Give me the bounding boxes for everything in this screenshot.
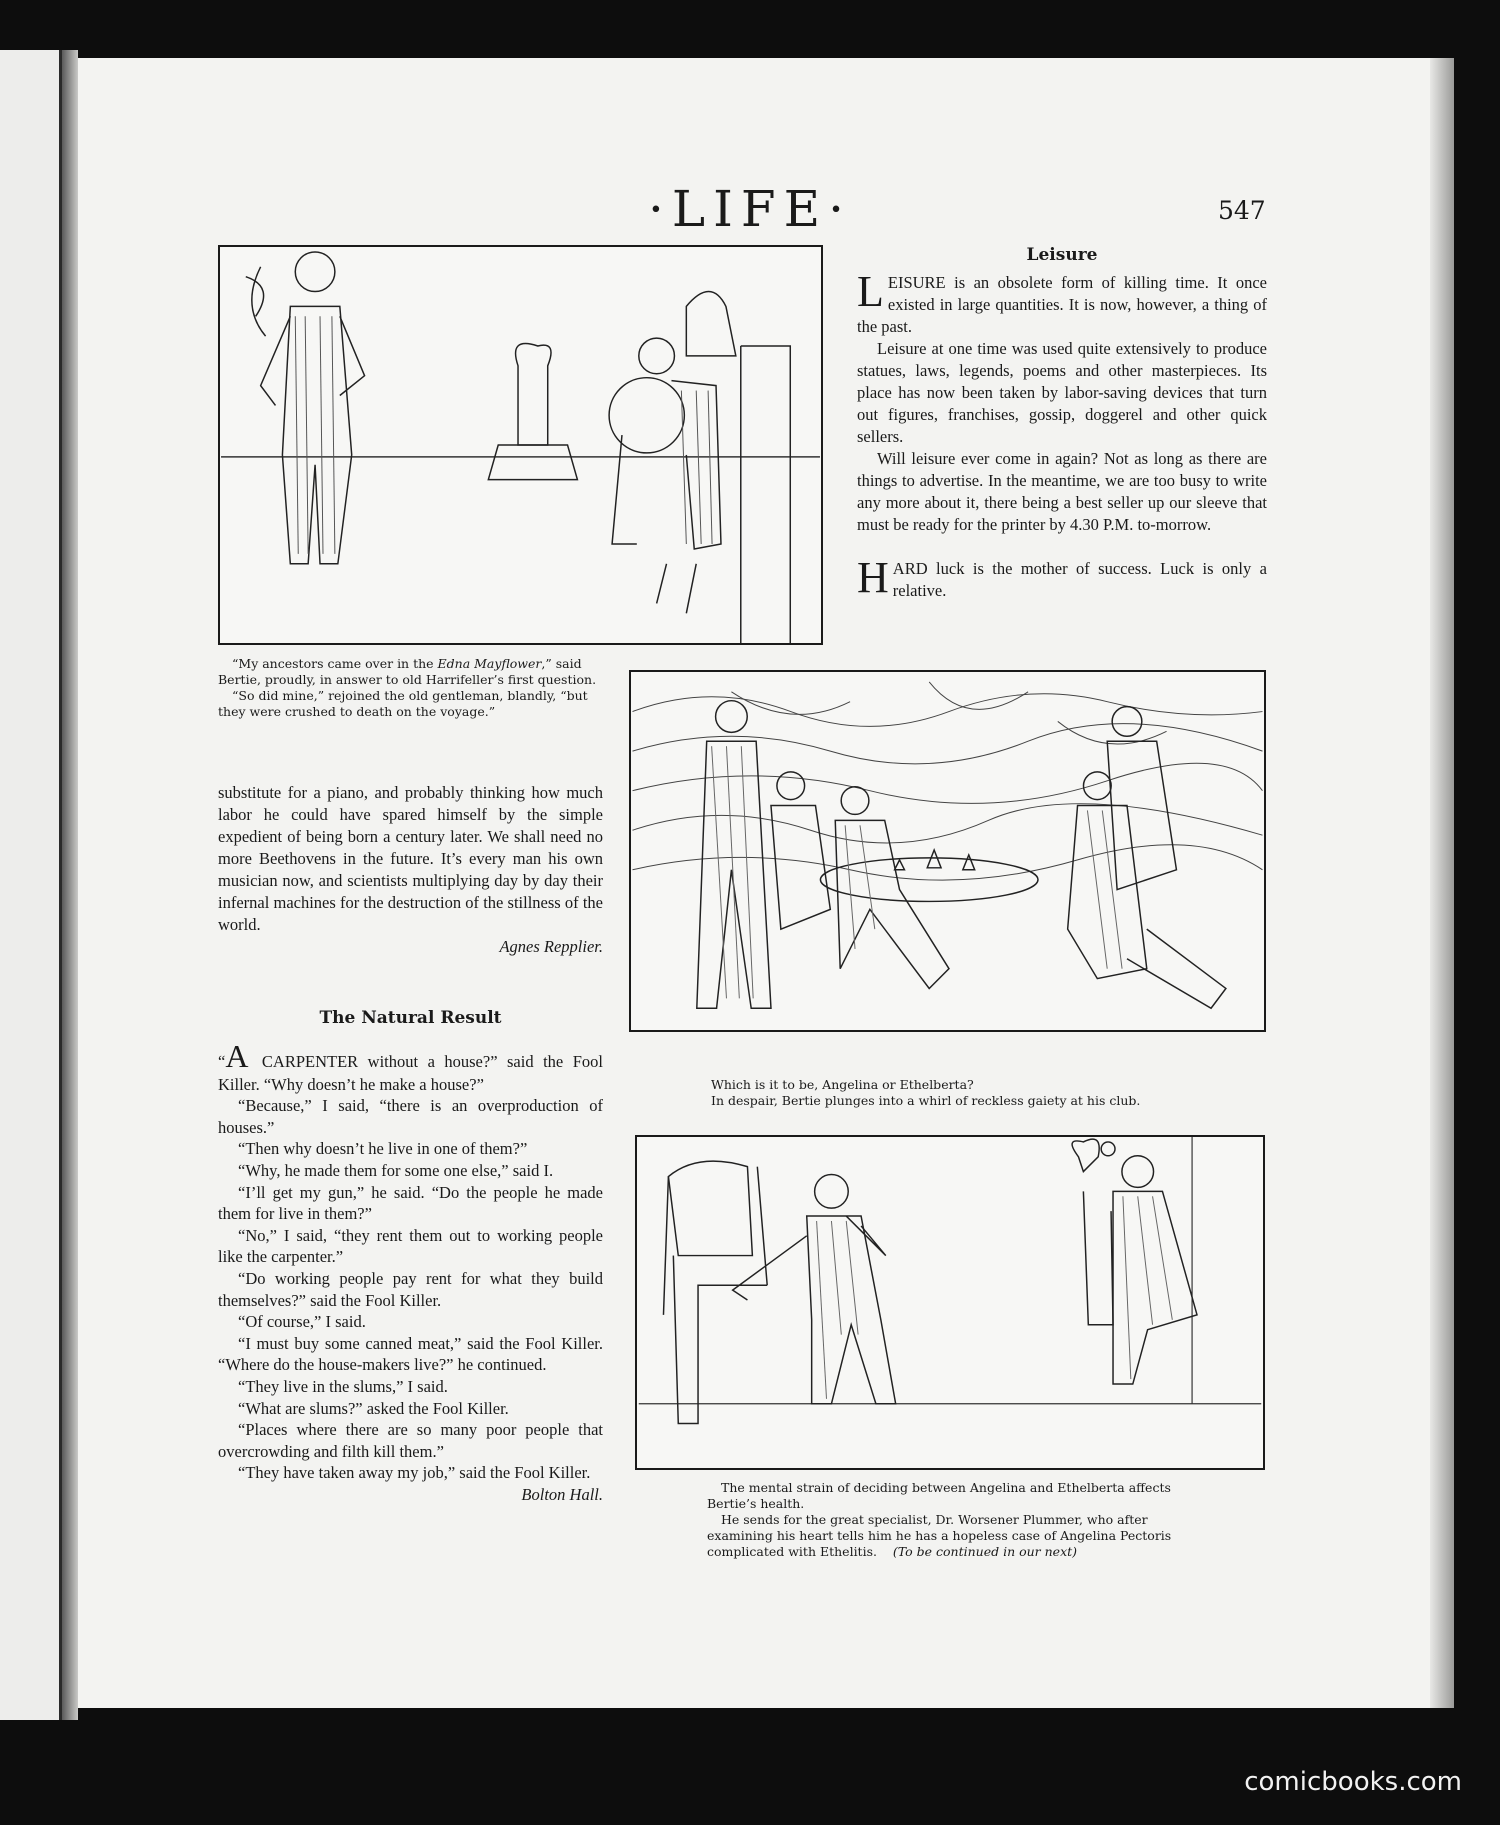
cartoon-club-caption bbox=[711, 1077, 1271, 1109]
natural-result-heading: The Natural Result bbox=[319, 1008, 502, 1028]
story-line: “No,” I said, “they rent them out to working people like the carpenter.” bbox=[218, 1225, 603, 1267]
caption-text: “So did mine,” rejoined the old gentleman, blandly, “but they were crushed to death on the voyage.” bbox=[218, 688, 588, 719]
natural-result-story bbox=[218, 1008, 603, 1505]
cartoon-specialist-caption bbox=[707, 1480, 1217, 1560]
cartoon-ancestors-illustration bbox=[220, 247, 821, 643]
story-line: “Why, he made them for some one else,” said I. bbox=[238, 1160, 554, 1180]
leisure-article bbox=[857, 244, 1267, 602]
drop-cap: L bbox=[857, 267, 884, 316]
watermark: comicbooks.com bbox=[1244, 1767, 1462, 1797]
left-page-edge bbox=[0, 50, 62, 1720]
cartoon-ancestors-caption bbox=[218, 656, 603, 720]
story-line: “What are slums?” asked the Fool Killer. bbox=[238, 1398, 509, 1418]
story-line: “Then why doesn’t he live in one of them?” bbox=[238, 1139, 528, 1159]
story-line: “I must buy some canned meat,” said the Fool Killer. “Where do the house-makers live?” he continued. bbox=[218, 1333, 603, 1375]
open-quote: “ bbox=[218, 1051, 226, 1071]
drop-cap: A bbox=[225, 1037, 249, 1074]
hardluck-text: ARD luck is the mother of success. Luck is only a relative. bbox=[892, 559, 1267, 600]
drop-cap: H bbox=[857, 553, 889, 602]
bolton-hall-signature: Bolton Hall. bbox=[521, 1484, 603, 1504]
leisure-paragraph: EISURE is an obsolete form of killing time. It once existed in large quantities. It is now, however, a thing of the past. bbox=[857, 273, 1267, 336]
leisure-heading: Leisure bbox=[1026, 245, 1098, 265]
cartoon-ancestors bbox=[218, 245, 823, 645]
story-line: “Do working people pay rent for what they build themselves?” said the Fool Killer. bbox=[218, 1268, 603, 1310]
caption-text: “My ancestors came over in the bbox=[232, 656, 438, 671]
caption-text: The mental strain of deciding between Angelina and Ethelberta affects Bertie’s health. bbox=[707, 1480, 1171, 1511]
caption-text: In despair, Bertie plunges into a whirl of reckless gaiety at his club. bbox=[711, 1093, 1141, 1108]
story-line: “They live in the slums,” I said. bbox=[238, 1376, 448, 1396]
story-line: “Places where there are so many poor people that overcrowding and filth kill them.” bbox=[218, 1420, 603, 1461]
story-line: CARPENTER without a house?” said the Fool Killer. “Why doesn’t he make a house?” bbox=[218, 1051, 603, 1094]
masthead-title: ·LIFE· bbox=[648, 180, 852, 238]
cartoon-club bbox=[629, 670, 1266, 1032]
cartoon-specialist-illustration bbox=[637, 1137, 1263, 1468]
page-number: 547 bbox=[1218, 196, 1266, 225]
page-right-edge bbox=[1430, 58, 1454, 1708]
repplier-paragraph: substitute for a piano, and probably thinking how much labor he could have spared himself by the simple expedient of being born a century later. We shall need no more Beethovens in the future. It’s every man his own musician now, and scientists multiplying day by day their infernal machines for the destruction of the stillness of the world. bbox=[218, 783, 603, 934]
caption-text: Which is it to be, Angelina or Ethelberta? bbox=[711, 1077, 974, 1092]
cartoon-specialist bbox=[635, 1135, 1265, 1470]
story-line: “They have taken away my job,” said the Fool Killer. bbox=[238, 1463, 591, 1483]
caption-text: He sends for the great specialist, Dr. Worsener Plummer, who after examining his heart tells him he has a hopeless case of Angelina Pectoris complicated with Ethelitis. bbox=[707, 1512, 1172, 1559]
caption-text: ,” said Bertie, proudly, in answer to old Harrifeller’s first question. bbox=[218, 656, 597, 687]
repplier-signature: Agnes Repplier. bbox=[499, 937, 603, 956]
leisure-paragraph: Leisure at one time was used quite extensively to produce statues, laws, legends, poems and other masterpieces. Its place has now been taken by labor-saving devices that turn out figures, franchises, gossip, doggerel and other quick sellers. bbox=[857, 339, 1267, 446]
book-gutter bbox=[62, 50, 78, 1720]
continued-note: (To be continued in our next) bbox=[892, 1544, 1078, 1559]
story-line: “I’ll get my gun,” he said. “Do the people he made them for live in them?” bbox=[218, 1182, 603, 1224]
cartoon-club-illustration bbox=[631, 672, 1264, 1030]
leisure-paragraph: Will leisure ever come in again? Not as long as there are things to advertise. In the meantime, we are too busy to write any more about it, there being a best seller up our sleeve that must be ready for the printer by 4.30 P.M. to-morrow. bbox=[857, 449, 1267, 534]
story-line: “Because,” I said, “there is an overproduction of houses.” bbox=[218, 1096, 603, 1137]
repplier-essay bbox=[218, 782, 603, 958]
story-line: “Of course,” I said. bbox=[238, 1312, 366, 1332]
ship-name: Edna Mayflower bbox=[437, 656, 542, 671]
